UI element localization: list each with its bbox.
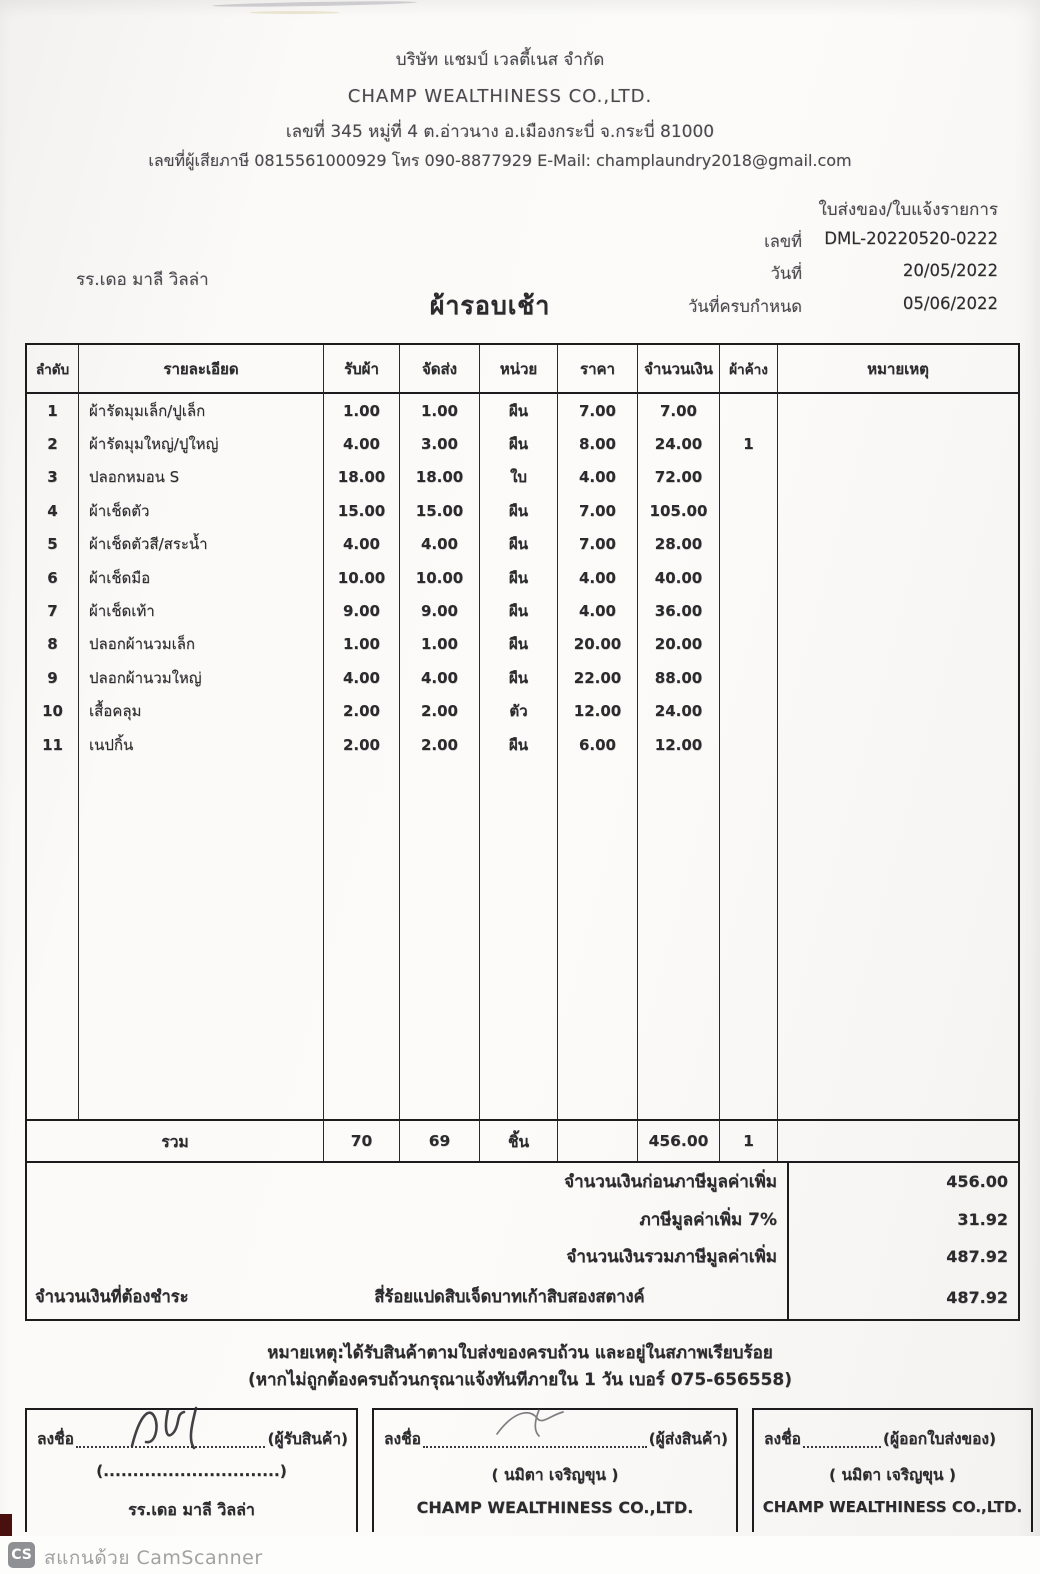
table-row-price: 4.00 (558, 594, 638, 627)
table-row-note (778, 561, 1018, 594)
sign-org: รร.เดอ มาลี วิลล่า (128, 1500, 255, 1519)
col-header-pending: ผ้าค้าง (720, 345, 778, 394)
sign-role: (ผู้ออกใบส่งของ) (882, 1430, 997, 1448)
note-line-2: (หากไม่ถูกต้องครบถ้วนกรุณาแจ้งทันทีภายใน 1 วัน เบอร์ 075-656558) (248, 1370, 792, 1390)
camscanner-footer (0, 1536, 1040, 1574)
table-row-pending (720, 594, 778, 627)
table-row-note (778, 594, 1018, 627)
table-row-unit: ผืน (480, 494, 558, 527)
note-line-1: หมายเหตุ:ได้รับสินค้าตามใบส่งของครบถ้วน และอยู่ในสภาพเรียบร้อย (267, 1343, 773, 1363)
doc-due-label: วันที่ครบกำหนด (688, 297, 802, 316)
table-row-no: 3 (27, 461, 79, 494)
doc-no-value: DML-20220520-0222 (824, 229, 998, 248)
company-name-en: CHAMP WEALTHINESS CO.,LTD. (347, 86, 653, 107)
table-row-unit: ผืน (480, 427, 558, 460)
table-filler (558, 761, 638, 1119)
table-row-received: 2.00 (324, 728, 400, 761)
table-row-pending (720, 561, 778, 594)
signature-box-issuer (752, 1408, 1033, 1532)
table-row-received: 1.00 (324, 628, 400, 661)
summary-row-subtotal (27, 1163, 1018, 1201)
sign-name-line: (..............................) (96, 1462, 287, 1480)
table-row-no: 8 (27, 628, 79, 661)
doc-due-value: 05/06/2022 (902, 294, 998, 313)
doc-date-label: วันที่ (770, 264, 802, 283)
vat-label: ภาษีมูลค่าเพิ่ม 7% (639, 1209, 777, 1230)
table-row-desc: ผ้ารัดมุมใหญ่/ปูใหญ่ (79, 427, 324, 460)
amount-due-label: จำนวนเงินที่ต้องชำระ (35, 1287, 189, 1307)
col-header-desc: รายละเอียด (79, 345, 324, 394)
scan-edge-artifact (0, 1514, 12, 1538)
sign-name-line: ( นมิตา เจริญขุน ) (491, 1466, 619, 1484)
summary-row-total (27, 1238, 1018, 1276)
table-row-pending (720, 628, 778, 661)
table-row-desc: เนปกิ้น (79, 728, 324, 761)
table-row-desc: ปลอกหมอน S (79, 461, 324, 494)
table-row-price: 22.00 (558, 661, 638, 694)
table-row-note (778, 661, 1018, 694)
vat-value: 31.92 (787, 1201, 1018, 1239)
table-row-pending (720, 528, 778, 561)
table-filler (324, 761, 400, 1119)
total-received: 70 (324, 1119, 400, 1161)
table-row-received: 9.00 (324, 594, 400, 627)
amount-due-words: สี่ร้อยแปดสิบเจ็ดบาทเก้าสิบสองสตางค์ (374, 1287, 645, 1307)
table-row-amount: 24.00 (638, 695, 720, 728)
table-row-received: 10.00 (324, 561, 400, 594)
sign-label: ลงชื่อ (384, 1430, 421, 1448)
signature-box-receiver (25, 1408, 358, 1532)
table-filler (27, 761, 79, 1119)
table-row-received: 15.00 (324, 494, 400, 527)
table-row-desc: ผ้าเช็ดมือ (79, 561, 324, 594)
customer-name: รร.เดอ มาลี วิลล่า (76, 270, 209, 290)
table-row-note (778, 494, 1018, 527)
total-amount: 456.00 (638, 1119, 720, 1161)
table-row-delivered: 18.00 (400, 461, 480, 494)
table-row-desc: ปลอกผ้านวมเล็ก (79, 628, 324, 661)
table-row-note (778, 695, 1018, 728)
table-row-amount: 20.00 (638, 628, 720, 661)
table-row-no: 4 (27, 494, 79, 527)
table-row-delivered: 4.00 (400, 661, 480, 694)
table-row-pending (720, 728, 778, 761)
grand-total-value: 487.92 (787, 1238, 1018, 1276)
table-row-amount: 24.00 (638, 427, 720, 460)
table-filler (400, 761, 480, 1119)
col-header-no: ลำดับ (27, 345, 79, 394)
table-row-price: 7.00 (558, 394, 638, 427)
table-row-unit: ผืน (480, 728, 558, 761)
table-row-price: 7.00 (558, 528, 638, 561)
sign-role: (ผู้รับสินค้า) (267, 1430, 348, 1448)
handwritten-signature (122, 1402, 242, 1454)
table-row-delivered: 2.00 (400, 695, 480, 728)
table-row-note (778, 728, 1018, 761)
total-pending: 1 (720, 1119, 778, 1161)
table-filler (638, 761, 720, 1119)
company-name-th: บริษัท แชมป์ เวลตี้เนส จำกัด (395, 50, 605, 70)
table-row-unit: ตัว (480, 695, 558, 728)
table-row-received: 1.00 (324, 394, 400, 427)
table-row-unit: ผืน (480, 394, 558, 427)
col-header-received: รับผ้า (324, 345, 400, 394)
table-row-price: 12.00 (558, 695, 638, 728)
table-row-desc: ผ้าเช็ดเท้า (79, 594, 324, 627)
scan-smudge-top (212, 0, 417, 8)
table-row-amount: 28.00 (638, 528, 720, 561)
company-address: เลขที่ 345 หมู่ที่ 4 ต.อ่าวนาง อ.เมืองกระบี่ จ.กระบี่ 81000 (285, 122, 715, 142)
table-filler (778, 761, 1018, 1119)
table-row-no: 5 (27, 528, 79, 561)
table-filler (720, 761, 778, 1119)
table-row-unit: ผืน (480, 528, 558, 561)
total-label: รวม (27, 1119, 324, 1161)
doc-date-value: 20/05/2022 (902, 261, 998, 280)
summary-row-vat (27, 1201, 1018, 1239)
table-row-desc: ผ้ารัดมุมเล็ก/ปูเล็ก (79, 394, 324, 427)
table-row-note (778, 528, 1018, 561)
table-row-delivered: 10.00 (400, 561, 480, 594)
camscanner-logo-icon: CS (8, 1542, 35, 1568)
table-row-pending: 1 (720, 427, 778, 460)
table-row-no: 10 (27, 695, 79, 728)
table-row-price: 7.00 (558, 494, 638, 527)
table-row-unit: ผืน (480, 661, 558, 694)
sign-org: CHAMP WEALTHINESS CO.,LTD. (762, 1498, 1023, 1516)
table-row-delivered: 4.00 (400, 528, 480, 561)
sign-org: CHAMP WEALTHINESS CO.,LTD. (416, 1498, 694, 1517)
table-row-delivered: 2.00 (400, 728, 480, 761)
table-row-received: 4.00 (324, 528, 400, 561)
sign-label: ลงชื่อ (764, 1430, 801, 1448)
col-header-delivered: จัดส่ง (400, 345, 480, 394)
sign-label: ลงชื่อ (37, 1430, 74, 1448)
total-note (778, 1119, 1018, 1161)
scan-smudge-top-2 (250, 11, 340, 14)
doc-no-label: เลขที่ (764, 232, 802, 251)
table-row-desc: เสื้อคลุม (79, 695, 324, 728)
signature-box-sender (372, 1408, 738, 1532)
table-filler (480, 761, 558, 1119)
table-row-price: 4.00 (558, 461, 638, 494)
table-row-unit: ใบ (480, 461, 558, 494)
sign-role: (ผู้ส่งสินค้า) (648, 1430, 728, 1448)
total-delivered: 69 (400, 1119, 480, 1161)
table-row-delivered: 3.00 (400, 427, 480, 460)
items-table (25, 343, 1020, 1163)
sign-name-line: ( นมิตา เจริญขุน ) (828, 1466, 957, 1484)
signature-dotted-line (803, 1434, 881, 1448)
table-row-no: 11 (27, 728, 79, 761)
grand-total-label: จำนวนเงินรวมภาษีมูลค่าเพิ่ม (566, 1247, 777, 1268)
table-row-note (778, 394, 1018, 427)
table-row-pending (720, 461, 778, 494)
summary-box (25, 1163, 1020, 1321)
table-row-note (778, 628, 1018, 661)
table-row-amount: 88.00 (638, 661, 720, 694)
col-header-amount: จำนวนเงิน (638, 345, 720, 394)
table-row-price: 20.00 (558, 628, 638, 661)
col-header-remark: หมายเหตุ (778, 345, 1018, 394)
table-row-amount: 7.00 (638, 394, 720, 427)
table-row-price: 6.00 (558, 728, 638, 761)
table-row-received: 2.00 (324, 695, 400, 728)
table-row-desc: ผ้าเช็ดตัว (79, 494, 324, 527)
table-row-unit: ผืน (480, 628, 558, 661)
summary-row-due (27, 1276, 1018, 1319)
table-row-pending (720, 661, 778, 694)
table-row-amount: 72.00 (638, 461, 720, 494)
table-row-amount: 105.00 (638, 494, 720, 527)
table-row-delivered: 1.00 (400, 394, 480, 427)
handwritten-signature (489, 1404, 584, 1444)
table-row-desc: ผ้าเช็ดตัวสี/สระน้ำ (79, 528, 324, 561)
table-row-pending (720, 394, 778, 427)
table-row-no: 6 (27, 561, 79, 594)
round-title: ผ้ารอบเช้า (429, 291, 551, 320)
table-row-delivered: 1.00 (400, 628, 480, 661)
subtotal-value: 456.00 (787, 1163, 1018, 1201)
table-row-amount: 36.00 (638, 594, 720, 627)
table-row-received: 4.00 (324, 427, 400, 460)
subtotal-label: จำนวนเงินก่อนภาษีมูลค่าเพิ่ม (564, 1172, 777, 1193)
table-row-no: 9 (27, 661, 79, 694)
table-row-note (778, 461, 1018, 494)
doc-type-title: ใบส่งของ/ใบแจ้งรายการ (818, 200, 998, 220)
table-row-price: 8.00 (558, 427, 638, 460)
table-row-unit: ผืน (480, 594, 558, 627)
total-price (558, 1119, 638, 1161)
table-row-received: 4.00 (324, 661, 400, 694)
table-row-unit: ผืน (480, 561, 558, 594)
table-row-no: 1 (27, 394, 79, 427)
table-row-price: 4.00 (558, 561, 638, 594)
col-header-unit: หน่วย (480, 345, 558, 394)
table-filler (79, 761, 324, 1119)
table-row-amount: 12.00 (638, 728, 720, 761)
table-row-no: 7 (27, 594, 79, 627)
table-row-received: 18.00 (324, 461, 400, 494)
col-header-price: ราคา (558, 345, 638, 394)
camscanner-watermark-text: สแกนด้วย CamScanner (44, 1547, 263, 1569)
table-row-note (778, 427, 1018, 460)
amount-due-value: 487.92 (787, 1276, 1018, 1319)
table-row-delivered: 9.00 (400, 594, 480, 627)
company-tax-line: เลขที่ผู้เสียภาษี 0815561000929 โทร 090-8877929 E-Mail: champlaundry2018@gmail.com (148, 151, 852, 170)
table-row-no: 2 (27, 427, 79, 460)
table-row-desc: ปลอกผ้านวมใหญ่ (79, 661, 324, 694)
table-row-amount: 40.00 (638, 561, 720, 594)
total-unit: ชิ้น (480, 1119, 558, 1161)
table-row-delivered: 15.00 (400, 494, 480, 527)
table-row-pending (720, 494, 778, 527)
table-row-pending (720, 695, 778, 728)
